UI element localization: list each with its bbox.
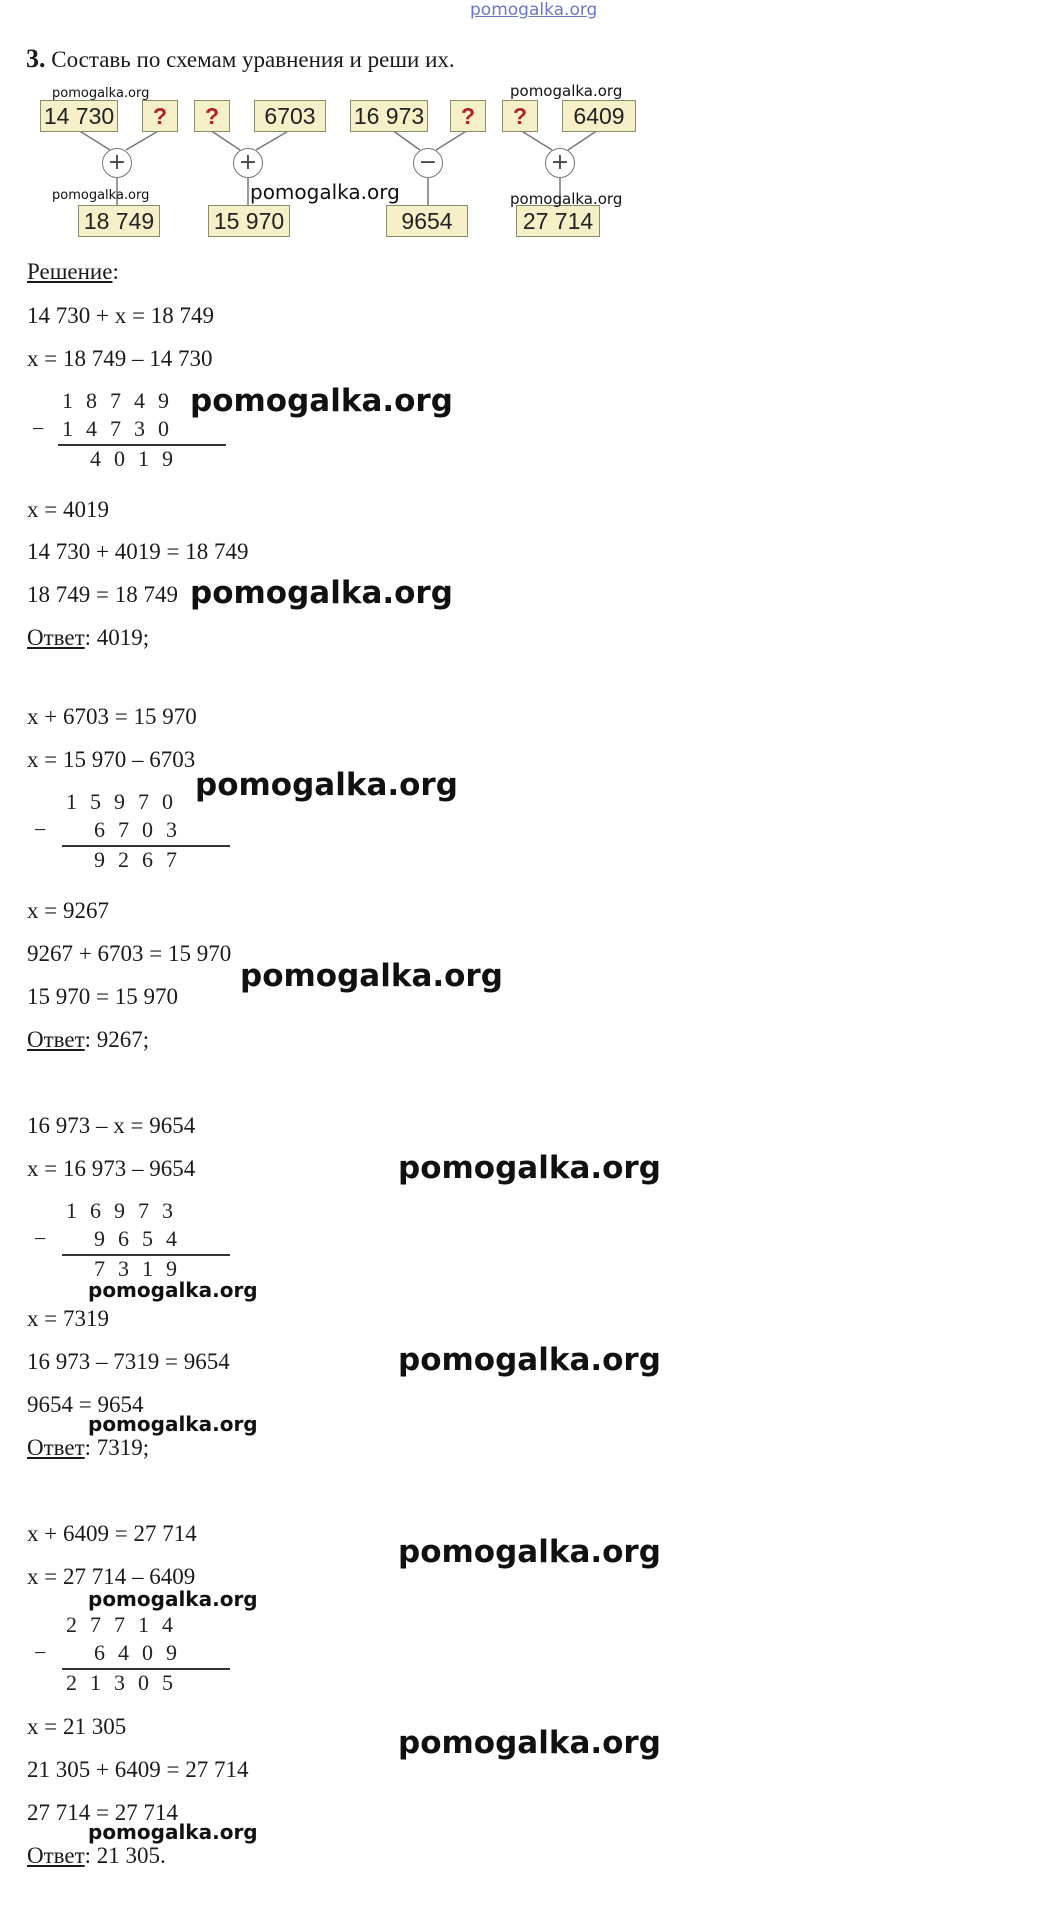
- equation: x + 6703 = 15 970: [27, 704, 197, 729]
- task-title: Составь по схемам уравнения и реши их.: [51, 47, 455, 72]
- solution-heading: Решение:: [27, 259, 119, 284]
- solution-label: Решение: [27, 259, 113, 284]
- check-equation: 21 305 + 6409 = 27 714: [27, 1757, 249, 1782]
- scheme1-plus-sign: +: [102, 148, 132, 178]
- solving-step: x = 27 714 – 6409: [27, 1564, 196, 1589]
- scheme2-left-box: ?: [194, 100, 230, 132]
- minuend: 16973: [66, 1198, 186, 1223]
- minus-sign: −: [34, 1640, 47, 1665]
- check-result: 18 749 = 18 749: [27, 582, 178, 607]
- watermark: pomogalka.org: [52, 86, 150, 101]
- solving-step: x = 15 970 – 6703: [27, 747, 196, 772]
- answer-value: : 7319;: [84, 1435, 150, 1460]
- answer-label: Ответ: [27, 1435, 85, 1460]
- watermark: pomogalka.org: [190, 575, 453, 611]
- solving-step: x = 18 749 – 14 730: [27, 346, 213, 371]
- task-number: 3.: [26, 44, 46, 73]
- scheme1-left-box: 14 730: [40, 100, 118, 132]
- watermark: pomogalka.org: [398, 1150, 661, 1186]
- scheme1-right-box: ?: [142, 100, 178, 132]
- answer-label: Ответ: [27, 1843, 85, 1868]
- answer-label: Ответ: [27, 1027, 85, 1052]
- watermark: pomogalka.org: [88, 1820, 258, 1844]
- answer-value: : 4019;: [84, 625, 150, 650]
- equation: 16 973 – x = 9654: [27, 1113, 196, 1138]
- scheme2-result-box: 15 970: [208, 205, 290, 237]
- answer: [27, 1434, 149, 1462]
- subtrahend: 14730: [62, 416, 182, 441]
- minus-sign: −: [34, 817, 47, 842]
- scheme4-plus-sign: +: [545, 148, 575, 178]
- subtrahend: 6703: [94, 817, 190, 842]
- answer-value: : 9267;: [84, 1027, 150, 1052]
- minuend: 27714: [66, 1612, 186, 1637]
- scheme1-result-box: 18 749: [78, 205, 160, 237]
- subtrahend: 9654: [94, 1226, 190, 1251]
- minuend: 15970: [66, 789, 186, 814]
- watermark: pomogalka.org: [510, 82, 623, 100]
- difference: 7319: [94, 1256, 190, 1281]
- check-equation: 16 973 – 7319 = 9654: [27, 1349, 230, 1374]
- watermark: pomogalka.org: [398, 1342, 661, 1378]
- answer: [27, 1842, 166, 1870]
- check-equation: 14 730 + 4019 = 18 749: [27, 539, 249, 564]
- top-watermark[interactable]: pomogalka.org: [470, 0, 598, 20]
- watermark: pomogalka.org: [250, 180, 400, 204]
- minus-sign: −: [34, 1226, 47, 1251]
- equation: x + 6409 = 27 714: [27, 1521, 197, 1546]
- watermark: pomogalka.org: [52, 188, 150, 203]
- equation: 14 730 + x = 18 749: [27, 303, 214, 328]
- x-value: x = 7319: [27, 1306, 109, 1331]
- watermark: pomogalka.org: [88, 1412, 258, 1436]
- scheme4-result-box: 27 714: [516, 205, 600, 237]
- scheme3-right-box: ?: [450, 100, 486, 132]
- watermark: pomogalka.org: [88, 1278, 258, 1302]
- check-result: 15 970 = 15 970: [27, 984, 178, 1009]
- check-result: 27 714 = 27 714: [27, 1800, 178, 1825]
- scheme2-right-box: 6703: [254, 100, 326, 132]
- difference: 21305: [66, 1670, 186, 1695]
- subtrahend: 6409: [94, 1640, 190, 1665]
- watermark: pomogalka.org: [88, 1587, 258, 1611]
- scheme3-result-box: 9654: [386, 205, 468, 237]
- solving-step: x = 16 973 – 9654: [27, 1156, 196, 1181]
- x-value: x = 4019: [27, 497, 109, 522]
- scheme3-minus-sign: −: [413, 148, 443, 178]
- minuend: 18749: [62, 388, 182, 413]
- scheme2-plus-sign: +: [233, 148, 263, 178]
- answer-label: Ответ: [27, 625, 85, 650]
- minus-sign: −: [32, 416, 45, 441]
- watermark: pomogalka.org: [398, 1725, 661, 1761]
- answer: [27, 624, 149, 652]
- difference: 4019: [90, 446, 186, 471]
- scheme3-left-box: 16 973: [350, 100, 428, 132]
- x-value: x = 21 305: [27, 1714, 127, 1739]
- watermark: pomogalka.org: [510, 190, 623, 208]
- answer-value: : 21 305.: [84, 1843, 166, 1868]
- answer: [27, 1026, 149, 1054]
- watermark: pomogalka.org: [190, 383, 453, 419]
- x-value: x = 9267: [27, 898, 109, 923]
- scheme4-right-box: 6409: [562, 100, 636, 132]
- check-result: 9654 = 9654: [27, 1392, 144, 1417]
- scheme4-left-box: ?: [502, 100, 538, 132]
- difference: 9267: [94, 847, 190, 872]
- watermark: pomogalka.org: [240, 958, 503, 994]
- watermark: pomogalka.org: [195, 767, 458, 803]
- watermark: pomogalka.org: [398, 1534, 661, 1570]
- check-equation: 9267 + 6703 = 15 970: [27, 941, 232, 966]
